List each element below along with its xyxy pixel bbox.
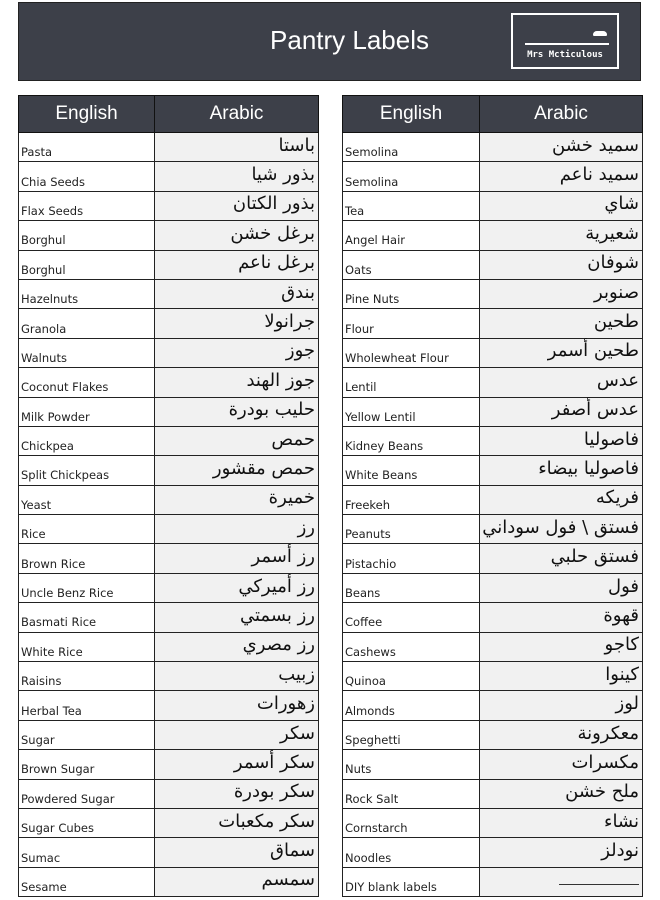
english-label: Oats — [343, 250, 480, 279]
table-row — [19, 838, 319, 867]
table-row — [19, 221, 319, 250]
english-label: Powdered Sugar — [19, 779, 155, 808]
column-header-english: English — [343, 96, 480, 133]
english-label: Granola — [19, 309, 155, 338]
table-row — [343, 426, 643, 455]
english-label: Yellow Lentil — [343, 397, 480, 426]
arabic-label: بذور الكتان — [155, 191, 319, 220]
english-label: Rice — [19, 515, 155, 544]
arabic-label: فاصوليا بيضاء — [480, 456, 643, 485]
arabic-label: فستق \ فول سوداني — [480, 515, 643, 544]
table-row — [19, 544, 319, 573]
english-label: Wholewheat Flour — [343, 338, 480, 367]
english-label: Rock Salt — [343, 779, 480, 808]
english-label: Almonds — [343, 691, 480, 720]
table-row — [343, 632, 643, 661]
arabic-label: طحين أسمر — [480, 338, 643, 367]
table-row — [343, 162, 643, 191]
english-label: Sumac — [19, 838, 155, 867]
table-row — [343, 808, 643, 837]
column-header-arabic: Arabic — [480, 96, 643, 133]
english-label: Cornstarch — [343, 808, 480, 837]
arabic-label: مكسرات — [480, 750, 643, 779]
table-row — [343, 573, 643, 602]
arabic-label: قهوة — [480, 603, 643, 632]
table-row — [19, 603, 319, 632]
arabic-label: حليب بودرة — [155, 397, 319, 426]
english-label: Hazelnuts — [19, 279, 155, 308]
arabic-label: سكر مكعبات — [155, 808, 319, 837]
table-row — [343, 309, 643, 338]
english-label: Borghul — [19, 250, 155, 279]
english-label: Walnuts — [19, 338, 155, 367]
table-row — [343, 279, 643, 308]
arabic-label: سمسم — [155, 867, 319, 896]
title-banner — [18, 2, 641, 81]
english-label: Semolina — [343, 133, 480, 162]
table-row — [343, 544, 643, 573]
english-label: Tea — [343, 191, 480, 220]
arabic-label: رز أسمر — [155, 544, 319, 573]
english-label: Quinoa — [343, 662, 480, 691]
arabic-label: عدس — [480, 368, 643, 397]
blank-line — [559, 869, 639, 885]
arabic-label: رز أميركي — [155, 573, 319, 602]
english-label: Kidney Beans — [343, 426, 480, 455]
table-row — [19, 191, 319, 220]
english-label: Lentil — [343, 368, 480, 397]
table-row — [343, 750, 643, 779]
arabic-label: ملح خشن — [480, 779, 643, 808]
english-label: Coconut Flakes — [19, 368, 155, 397]
english-label: Nuts — [343, 750, 480, 779]
english-label: Brown Rice — [19, 544, 155, 573]
arabic-label: رز مصري — [155, 632, 319, 661]
arabic-label: حمص — [155, 426, 319, 455]
arabic-label: سميد خشن — [480, 133, 643, 162]
table-row — [19, 750, 319, 779]
column-header-english: English — [19, 96, 155, 133]
table-row — [19, 867, 319, 896]
table-row — [343, 515, 643, 544]
table-row — [19, 808, 319, 837]
english-label: Angel Hair — [343, 221, 480, 250]
english-label: Coffee — [343, 603, 480, 632]
english-label: Raisins — [19, 662, 155, 691]
english-label: Semolina — [343, 162, 480, 191]
arabic-label: صنوبر — [480, 279, 643, 308]
table-row — [343, 397, 643, 426]
arabic-label: طحين — [480, 309, 643, 338]
english-label: Noodles — [343, 838, 480, 867]
labels-table-left — [18, 95, 319, 897]
arabic-label: معكرونة — [480, 720, 643, 749]
table-row — [19, 162, 319, 191]
table-row — [343, 691, 643, 720]
table-row — [343, 838, 643, 867]
arabic-label: سكر أسمر — [155, 750, 319, 779]
arabic-label: جوز الهند — [155, 368, 319, 397]
table-row — [343, 250, 643, 279]
english-label: Borghul — [19, 221, 155, 250]
table-row — [19, 338, 319, 367]
table-row — [343, 779, 643, 808]
english-label: White Rice — [19, 632, 155, 661]
table-row — [19, 691, 319, 720]
english-label: Cashews — [343, 632, 480, 661]
table-row — [19, 397, 319, 426]
arabic-label: كاجو — [480, 632, 643, 661]
arabic-label: فاصوليا — [480, 426, 643, 455]
arabic-label: رز بسمتي — [155, 603, 319, 632]
table-row — [343, 133, 643, 162]
arabic-label: عدس أصفر — [480, 397, 643, 426]
arabic-label: سميد ناعم — [480, 162, 643, 191]
arabic-label: باستا — [155, 133, 319, 162]
table-row — [19, 279, 319, 308]
table-row — [19, 133, 319, 162]
english-label: Flax Seeds — [19, 191, 155, 220]
arabic-label: خميرة — [155, 485, 319, 514]
arabic-label: سكر — [155, 720, 319, 749]
arabic-label: نودلز — [480, 838, 643, 867]
english-label: Milk Powder — [19, 397, 155, 426]
brand-logo — [511, 13, 619, 69]
arabic-label: برغل ناعم — [155, 250, 319, 279]
table-row — [343, 368, 643, 397]
arabic-label: شاي — [480, 191, 643, 220]
arabic-label: فريكه — [480, 485, 643, 514]
english-label: Sugar — [19, 720, 155, 749]
english-label: Pasta — [19, 133, 155, 162]
arabic-label: كينوا — [480, 662, 643, 691]
table-row — [19, 662, 319, 691]
table-row — [19, 309, 319, 338]
arabic-label: زبيب — [155, 662, 319, 691]
table-row — [19, 515, 319, 544]
table-row — [19, 456, 319, 485]
table-row — [19, 632, 319, 661]
english-label: Yeast — [19, 485, 155, 514]
table-row — [343, 485, 643, 514]
arabic-label: نشاء — [480, 808, 643, 837]
english-label: Pine Nuts — [343, 279, 480, 308]
mustache-icon — [593, 31, 607, 36]
table-row — [343, 191, 643, 220]
table-row — [343, 338, 643, 367]
english-label: Peanuts — [343, 515, 480, 544]
english-label: Pistachio — [343, 544, 480, 573]
arabic-label: سماق — [155, 838, 319, 867]
table-row — [343, 720, 643, 749]
table-row — [19, 485, 319, 514]
english-label: Flour — [343, 309, 480, 338]
table-row — [343, 603, 643, 632]
english-label: Uncle Benz Rice — [19, 573, 155, 602]
arabic-label: بندق — [155, 279, 319, 308]
arabic-label: جوز — [155, 338, 319, 367]
column-header-arabic: Arabic — [155, 96, 319, 133]
english-label: Sugar Cubes — [19, 808, 155, 837]
english-label: Freekeh — [343, 485, 480, 514]
english-label: Split Chickpeas — [19, 456, 155, 485]
english-label: Basmati Rice — [19, 603, 155, 632]
english-label: Chia Seeds — [19, 162, 155, 191]
logo-text: Mrs Mcticulous — [527, 50, 603, 60]
table-row — [343, 456, 643, 485]
english-label: DIY blank labels — [343, 867, 480, 896]
arabic-label: لوز — [480, 691, 643, 720]
arabic-label: فستق حلبي — [480, 544, 643, 573]
table-row — [19, 779, 319, 808]
arabic-label: زهورات — [155, 691, 319, 720]
table-row — [343, 662, 643, 691]
english-label: Beans — [343, 573, 480, 602]
arabic-label: شعيرية — [480, 221, 643, 250]
table-row — [343, 221, 643, 250]
table-row — [343, 867, 643, 896]
arabic-label: رز — [155, 515, 319, 544]
arabic-label: حمص مقشور — [155, 456, 319, 485]
english-label: Speghetti — [343, 720, 480, 749]
logo-divider — [525, 43, 609, 45]
page-title: Pantry Labels — [270, 25, 429, 55]
english-label: Brown Sugar — [19, 750, 155, 779]
arabic-label: فول — [480, 573, 643, 602]
english-label: Sesame — [19, 867, 155, 896]
table-row — [19, 573, 319, 602]
labels-table-right — [342, 95, 643, 897]
english-label: Herbal Tea — [19, 691, 155, 720]
english-label: White Beans — [343, 456, 480, 485]
arabic-label — [480, 867, 643, 896]
table-row — [19, 720, 319, 749]
arabic-label: سكر بودرة — [155, 779, 319, 808]
arabic-label: برغل خشن — [155, 221, 319, 250]
english-label: Chickpea — [19, 426, 155, 455]
arabic-label: بذور شيا — [155, 162, 319, 191]
table-row — [19, 426, 319, 455]
table-row — [19, 250, 319, 279]
table-row — [19, 368, 319, 397]
arabic-label: جرانولا — [155, 309, 319, 338]
arabic-label: شوفان — [480, 250, 643, 279]
